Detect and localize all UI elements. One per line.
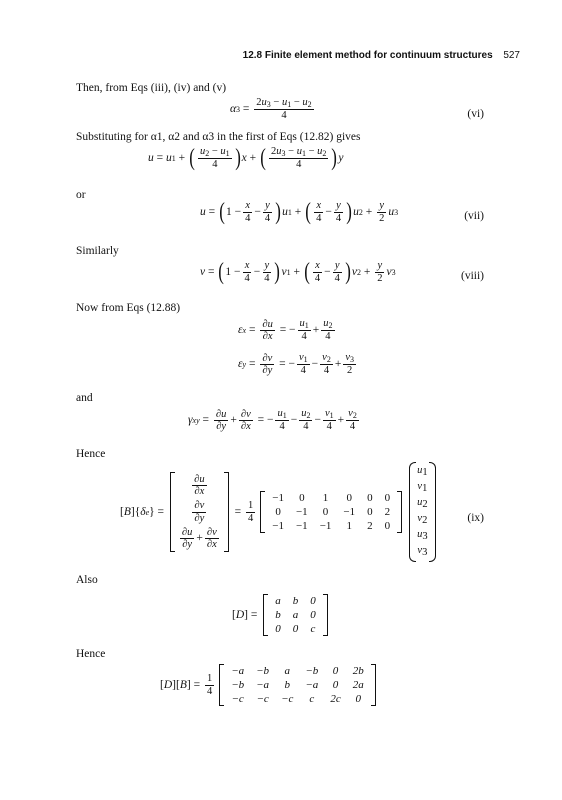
matrix-cell: −a bbox=[305, 679, 319, 691]
matrix-cell: 0 bbox=[332, 665, 339, 677]
matrix-cell: 2 bbox=[367, 520, 373, 532]
matrix-cell: a bbox=[275, 595, 281, 607]
matrix-cell: −c bbox=[231, 693, 244, 705]
nodal-entry: u1 bbox=[417, 465, 428, 478]
equation-shear-strain: γ xy = $\frac{\partial u}{\partial y}$ + $\frac{\partial v}{\partial x}$ = − $\frac{u_1}{4}$ − $\frac{u_2}{4}$ − $\frac{v_1}{4}$ + $\frac{v_2}{4}$ bbox=[188, 408, 357, 433]
matrix-cell: b bbox=[292, 595, 299, 607]
matrix-cell: 0 bbox=[275, 623, 281, 635]
prose-line-9: Hence bbox=[76, 648, 106, 660]
matrix-cell: 2c bbox=[330, 693, 341, 705]
matrix-cell: 0 bbox=[322, 506, 329, 518]
derivative-vector: $\frac{\partial u}{\partial x}$ $\frac{\partial v}{\partial y}$ $\frac{\partial u}{\partial y}$ + $\frac{\partial v}{\partial x}$ bbox=[170, 472, 229, 551]
equation-strain-matrix: [ B ]{ δ e } = $\frac{\partial u}{\partial x}$ $\frac{\partial v}{\partial y}$ $\frac{\partial u}{\partial y}$ + $\frac{\partial v}{\partial x}$ = $\frac{1}{4}$ −1 0 1 0 0 0 0 −1 0 −1 0 2 −1 −1 −1 1 2 0 u1 v1 u2 v2 u3 v3 bbox=[120, 462, 436, 562]
matrix-cell: −1 bbox=[319, 520, 332, 532]
equation-d-matrix: [ D ] = a b 0 b a 0 0 0 c bbox=[232, 594, 331, 636]
matrix-cell: −c bbox=[281, 693, 294, 705]
running-header bbox=[243, 50, 520, 61]
matrix-b bbox=[260, 491, 402, 533]
equation-u-expansion: u = u 1 + ( $\frac{u_2 - u_1}{4}$ ) x + ( $\frac{2u_3 - u_1 - u_2}{4}$ ) y bbox=[148, 145, 344, 172]
matrix-cell: 0 bbox=[292, 623, 299, 635]
matrix-cell: −a bbox=[256, 679, 270, 691]
matrix-cell: 0 bbox=[310, 609, 316, 621]
matrix-cell: −b bbox=[231, 679, 245, 691]
nodal-entry: u3 bbox=[417, 529, 428, 542]
matrix-cell: c bbox=[309, 693, 315, 705]
matrix-cell: 0 bbox=[367, 492, 373, 504]
matrix-cell: 0 bbox=[299, 492, 305, 504]
equation-strain-y: ε y = $\frac{\partial v}{\partial y}$ = − $\frac{v_1}{4}$ − $\frac{v_2}{4}$ + $\frac{v_3}{2}$ bbox=[238, 352, 354, 377]
matrix-cell: 0 bbox=[346, 492, 353, 504]
nodal-entry: u2 bbox=[417, 497, 428, 510]
prose-line-1: Then, from Eqs (iii), (iv) and (v) bbox=[76, 82, 227, 94]
matrix-cell: 0 bbox=[355, 693, 361, 705]
nodal-entry: v2 bbox=[417, 513, 428, 526]
eqnum-vii: (vii) bbox=[464, 210, 484, 222]
matrix-cell: 2b bbox=[352, 665, 364, 677]
page-number: 527 bbox=[503, 50, 520, 61]
matrix-cell: a bbox=[284, 665, 290, 677]
matrix-db bbox=[219, 664, 376, 706]
equation-db-product: [ D ][ B ] = $\frac{1}{4}$ −a −b a −b 0 2b −b −a b −a 0 2a −c −c −c c 2c 0 bbox=[160, 664, 379, 706]
matrix-cell: −1 bbox=[295, 506, 308, 518]
matrix-cell: b bbox=[284, 679, 290, 691]
matrix-cell: b bbox=[275, 609, 281, 621]
nodal-entry: v1 bbox=[417, 481, 428, 494]
matrix-cell: 0 bbox=[384, 520, 391, 532]
equation-u: u = ( 1 − $\frac{x}{4}$ − $\frac{y}{4}$ ) u 1 + ( $\frac{x}{4}$ − $\frac{y}{4}$ ) u 2 + $\frac{y}{2}$ u 3 bbox=[200, 199, 399, 225]
eqnum-vi: (vi) bbox=[467, 108, 484, 120]
prose-line-2: Substituting for α1, α2 and α3 in the first of Eqs (12.82) gives bbox=[76, 131, 361, 143]
matrix-cell: −b bbox=[305, 665, 319, 677]
matrix-cell: −a bbox=[231, 665, 245, 677]
matrix-cell: −c bbox=[256, 693, 269, 705]
matrix-cell: 0 bbox=[275, 506, 281, 518]
prose-line-5: Now from Eqs (12.88) bbox=[76, 302, 181, 314]
matrix-cell: a bbox=[292, 609, 299, 621]
matrix-cell: −1 bbox=[272, 520, 284, 532]
matrix-d bbox=[263, 594, 328, 636]
prose-line-6: and bbox=[76, 392, 93, 404]
matrix-cell: 0 bbox=[332, 679, 339, 691]
matrix-cell: 0 bbox=[310, 595, 316, 607]
prose-line-4: Similarly bbox=[76, 245, 119, 257]
equation-alpha3: α 3 = $\frac{2u_3 - u_1 - u_2}{4}$ bbox=[230, 97, 312, 122]
matrix-cell: 1 bbox=[346, 520, 353, 532]
prose-line-7: Hence bbox=[76, 448, 106, 460]
matrix-cell: 0 bbox=[367, 506, 373, 518]
nodal-displacement-vector bbox=[409, 462, 436, 562]
equation-v: v = ( 1 − $\frac{x}{4}$ − $\frac{y}{4}$ ) v 1 + ( $\frac{x}{4}$ − $\frac{y}{4}$ ) v 2 + $\frac{y}{2}$ v 3 bbox=[200, 259, 396, 285]
prose-line-8: Also bbox=[76, 574, 98, 586]
matrix-cell: 2 bbox=[384, 506, 391, 518]
eqnum-viii: (viii) bbox=[461, 270, 484, 282]
nodal-entry: v3 bbox=[417, 545, 428, 558]
matrix-cell: −b bbox=[256, 665, 270, 677]
eqnum-ix: (ix) bbox=[467, 512, 484, 524]
matrix-cell: 0 bbox=[384, 492, 391, 504]
section-title: 12.8 Finite element method for continuum structures bbox=[242, 50, 493, 61]
matrix-cell: −1 bbox=[272, 492, 284, 504]
matrix-cell: c bbox=[310, 623, 316, 635]
matrix-cell: 1 bbox=[322, 492, 329, 504]
equation-strain-x: ε x = $\frac{\partial u}{\partial x}$ = − $\frac{u_1}{4}$ + $\frac{u_2}{4}$ bbox=[238, 318, 333, 343]
matrix-cell: 2a bbox=[352, 679, 364, 691]
matrix-cell: −1 bbox=[295, 520, 308, 532]
prose-line-3: or bbox=[76, 189, 86, 201]
matrix-cell: −1 bbox=[343, 506, 356, 518]
